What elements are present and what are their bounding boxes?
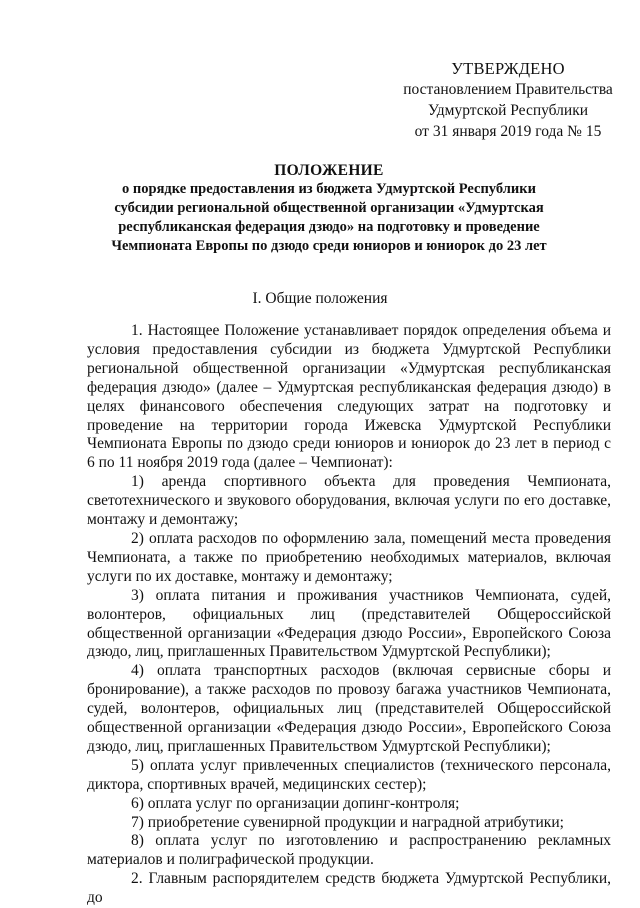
document-title-line: о порядке предоставления из бюджета Удмуртской Республики [122, 181, 536, 197]
approval-line: Удмуртской Республики [427, 102, 589, 119]
list-item-3: 3) оплата питания и проживания участников Чемпионата, судей, волонтеров, официальных лиц (представителей Общероссийской общественной организации «Федерация дзюдо России», Европейского Союза дзюдо, лиц, приглашенных Правительством Удмуртской Республики); [87, 586, 611, 661]
list-item-8: 8) оплата услуг по изготовлению и распространению рекламных материалов и полиграфической продукции. [87, 832, 611, 869]
document-title-line: Чемпионата Европы по дзюдо среди юниоров и юниорок до 23 лет [111, 238, 547, 254]
document-title-main: ПОЛОЖЕНИЕ [274, 162, 384, 179]
document-body [87, 322, 611, 908]
document-title-line: республиканская федерация дзюдо» на подготовку и проведение [118, 219, 540, 235]
section-heading: I. Общие положения [252, 290, 388, 307]
list-item-4: 4) оплата транспортных расходов (включая сервисные сборы и бронирование), а также расходов по провозу багажа участников Чемпионата, судей, волонтеров, официальных лиц (представителей Общероссийской общественной организации «Федерация дзюдо России», Европейского Союза дзюдо, лиц, приглашенных Правительством Удмуртской Республики); [87, 662, 611, 755]
list-item-5: 5) оплата услуг привлеченных специалистов (технического персонала, диктора, спортивных врачей, медицинских сестер); [87, 756, 611, 793]
paragraph-1: 1. Настоящее Положение устанавливает порядок определения объема и условия предоставления субсидии из бюджета Удмуртской Республики региональной общественной организации «Удмуртская республиканская федерация дзюдо» (далее – Удмуртская республиканская федерация дзюдо) в целях финансового обеспечения следующих затрат на подготовку и проведение на территории города Ижевска Удмуртской Республики Чемпионата Европы по дзюдо среди юниоров и юниорок до 23 лет в период с 6 по 11 ноября 2019 года (далее – Чемпионат): [87, 322, 611, 472]
paragraph-2: 2. Главным распорядителем средств бюджета Удмуртской Республики, до [87, 870, 611, 907]
approval-stamp [392, 58, 624, 142]
list-item-7: 7) приобретение сувенирной продукции и наградной атрибутики; [131, 813, 564, 831]
document-title-line: субсидии региональной общественной организации «Удмуртская [114, 200, 544, 216]
list-item-1: 1) аренда спортивного объекта для проведения Чемпионата, светотехнического и звукового оборудования, включая услуги по его доставке, монтажу и демонтажу; [87, 473, 611, 529]
approval-line: от 31 января 2019 года № 15 [414, 123, 602, 140]
list-item-2: 2) оплата расходов по оформлению зала, помещений места проведения Чемпионата, а также по приобретению необходимых материалов, включая услуги по их доставке, монтажу и демонтажу; [87, 529, 611, 585]
approval-title: УТВЕРЖДЕНО [451, 59, 565, 78]
list-item-6: 6) оплата услуг по организации допинг-контроля; [131, 794, 460, 812]
approval-line: постановлением Правительства [403, 81, 613, 98]
document-title [108, 161, 550, 256]
